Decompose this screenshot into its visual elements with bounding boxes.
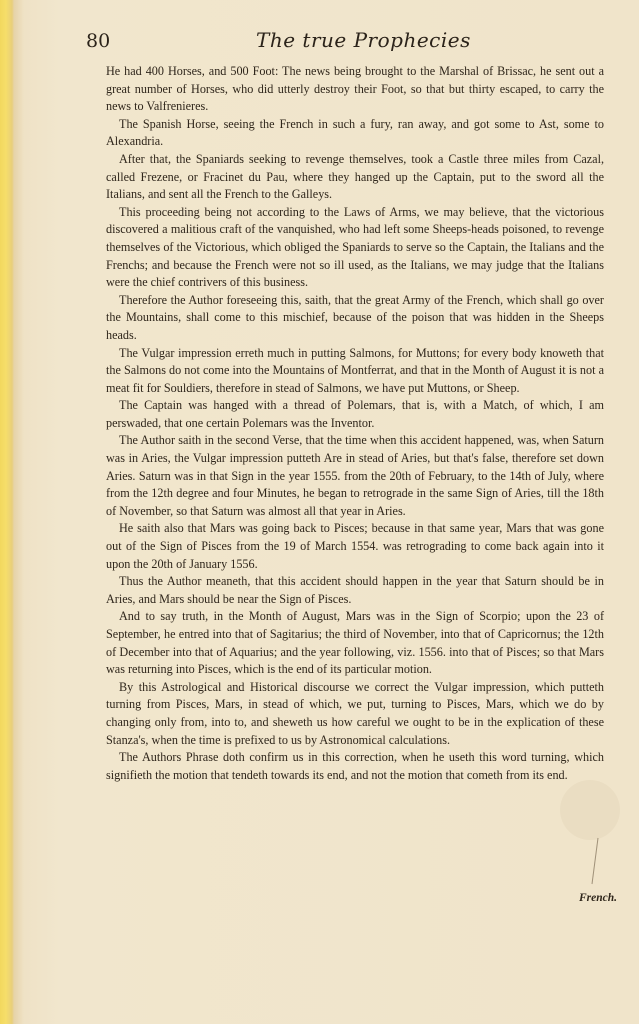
paragraph: The Authors Phrase doth confirm us in this correction, when he useth this word turning, which signifieth the motion that tendeth towards its end, and not the motion that cometh from its end.: [106, 750, 604, 782]
paragraph: This proceeding being not according to the Laws of Arms, we may believe, that the victorious discovered a malitious craft of the vanquished, who had left some Sheeps-heads poisoned, to revenge themselves of the Victorious, which obliged the Spaniards to serve so the Captain, the Italians and the Frenchs; and because the French were not so ill used, as the Italians, we may judge that the Italians were the chief contrivers of this business.: [106, 204, 604, 290]
running-title: The true Prophecies: [256, 28, 471, 52]
paragraph: Therefore the Author foreseeing this, saith, that the great Army of the French, which shall go over the Mountains, shall come to this mischief, because of the poison that was hidden in the Sheeps heads.: [106, 292, 604, 342]
pen-mark: [584, 836, 604, 886]
paragraph: After that, the Spaniards seeking to revenge themselves, took a Castle three miles from Cazal, called Frezene, or Fracinet du Pau, where they hanged up the Captain, put to the sword all the Italians, and sent all the French to the Galleys.: [106, 151, 604, 202]
paragraph: The Captain was hanged with a thread of Polemars, that is, with a Match, of which, I am perswaded, that one certain Polemars was the Inventor.: [106, 398, 604, 430]
paragraph: The Author saith in the second Verse, that the time when this accident happened, was, when Saturn was in Aries, the Vulgar impression putteth Are in stead of Aries, but that's false, therefore set down Aries. Saturn was in that Sign in the year 1555. from the 20th of February, to the 14th of July, where from the 12th degree and four Minutes, he began to retrograde in the same Sign of Aries, till the 18th of November, so that Saturn was almost all that year in Aries.: [106, 433, 604, 518]
page-edge: [0, 0, 14, 1024]
page-number: 80: [86, 30, 111, 52]
catchword: French.: [578, 892, 617, 904]
paragraph: He saith also that Mars was going back to Pisces; because in that same year, Mars that was gone out of the Sign of Pisces from the 19 of March 1554. was retrograding to come back again into it upon the 20th of January 1556.: [106, 521, 604, 571]
body-text: [106, 63, 604, 784]
paragraph: The Spanish Horse, seeing the French in such a fury, ran away, and got some to Ast, some to Alexandria.: [106, 116, 604, 149]
paragraph: He had 400 Horses, and 500 Foot: The news being brought to the Marshal of Brissac, he sent out a great number of Horses, who did utterly destroy their Foot, so that but thirty escaped, to carry the news to Valfrenieres.: [106, 64, 604, 114]
paragraph: And to say truth, in the Month of August, Mars was in the Sign of Scorpio; upon the 23 of September, he entred into that of Sagitarius; the third of November, into that of Capricornus; the 12th of December into that of Aquarius; and the year following, viz. 1556. into that of Pisces; so that Mars was returning into Pisces, which is the end of its particular motion.: [106, 609, 604, 677]
paragraph: Thus the Author meaneth, that this accident should happen in the year that Saturn should be in Aries, and Mars should be near the Sign of Pisces.: [106, 574, 604, 606]
paper-stain: [560, 780, 620, 840]
paragraph: By this Astrological and Historical discourse we correct the Vulgar impression, which putteth turning from Pisces, Mars, in stead of which, we put, turning to Pisces, Mars, which we do by changing only from, into to, and sheweth us how careful we ought to be in the explication of these Stanza's, when the time is prefixed to us by Astronomical calculations.: [106, 679, 604, 747]
page-header: [86, 28, 556, 58]
paragraph: The Vulgar impression erreth much in putting Salmons, for Muttons; for every body knoweth that the Salmons do not come into the Mountains of Montferrat, and that in the Month of August it is not a meat fit for Souldiers, therefore in stead of Salmons, we have put Muttons, or Sheep.: [106, 345, 604, 395]
